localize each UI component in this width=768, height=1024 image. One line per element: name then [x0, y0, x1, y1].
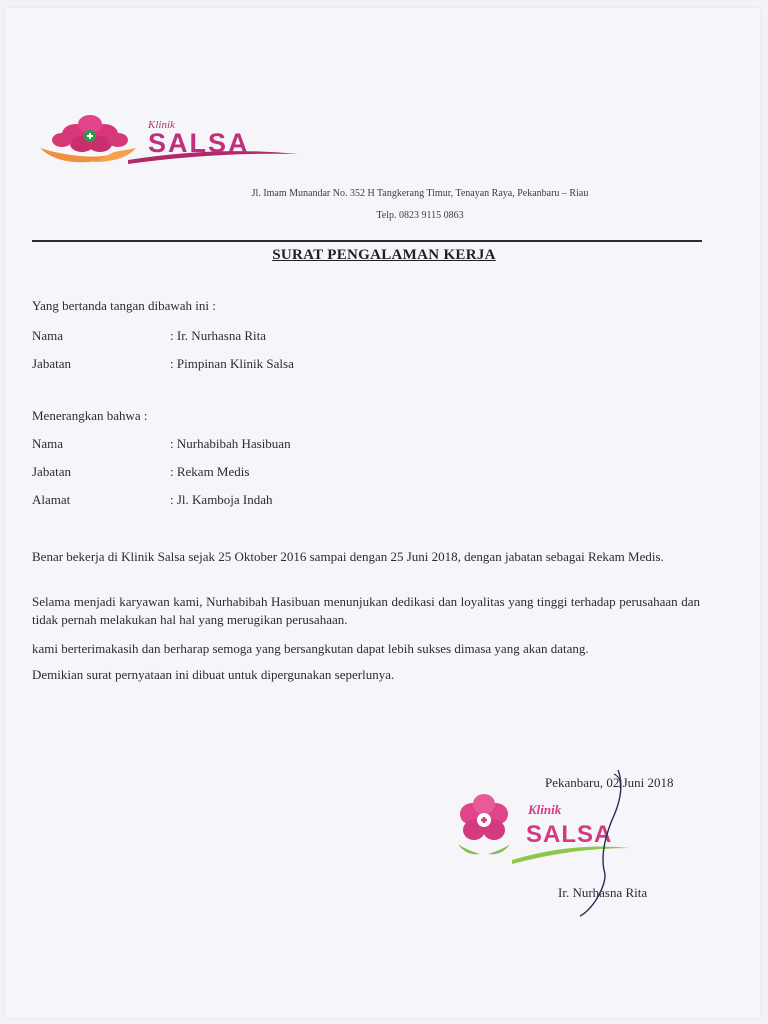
- subject-intro: Menerangkan bahwa :: [32, 408, 148, 423]
- header-divider: [32, 240, 702, 242]
- signatory-intro: Yang bertanda tangan dibawah ini :: [32, 298, 216, 313]
- field-value: : Rekam Medis: [170, 464, 250, 479]
- letterhead-phone: Telp. 0823 9115 0863: [376, 210, 464, 221]
- letter-title: SURAT PENGALAMAN KERJA: [272, 247, 496, 263]
- logo-text: SALSA: [148, 128, 250, 158]
- body-paragraph: Selama menjadi karyawan kami, Nurhabibah Hasibuan menunjukan dedikasi dan loyalitas yang tinggi terhadap perusahaan dan tidak pernah melakukan hal hal yang merugikan perusahaan.: [32, 594, 700, 627]
- field-label: Jabatan: [32, 464, 71, 479]
- field-label: Alamat: [32, 492, 71, 507]
- letterhead-address: Jl. Imam Munandar No. 352 H Tangkerang Timur, Tenayan Raya, Pekanbaru – Riau: [251, 188, 589, 199]
- field-value: : Pimpinan Klinik Salsa: [170, 356, 294, 371]
- field-label: Jabatan: [32, 356, 71, 371]
- field-value: : Jl. Kamboja Indah: [170, 492, 273, 507]
- body-paragraph: Demikian surat pernyataan ini dibuat untuk dipergunakan seperlunya.: [32, 667, 395, 682]
- letterhead-logo: [36, 112, 306, 174]
- field-value: : Ir. Nurhasna Rita: [170, 328, 267, 343]
- logo-small-text: Klinik: [148, 119, 175, 131]
- body-paragraph: Benar bekerja di Klinik Salsa sejak 25 Oktober 2016 sampai dengan 25 Juni 2018, dengan jabatan sebagai Rekam Medis.: [32, 549, 664, 564]
- field-label: Nama: [32, 328, 64, 343]
- flower-hands-logo-icon: [36, 112, 306, 174]
- stamp-small-text: Klinik: [528, 802, 562, 817]
- field-value: : Nurhabibah Hasibuan: [170, 436, 291, 451]
- signer-name: Ir. Nurhasna Rita: [558, 885, 648, 900]
- letter-date: Pekanbaru, 02 Juni 2018: [545, 775, 674, 790]
- stamp-text: SALSA: [526, 821, 613, 848]
- field-label: Nama: [32, 436, 64, 451]
- body-paragraph: kami berterimakasih dan berharap semoga yang bersangkutan dapat lebih sukses dimasa yang akan datang.: [32, 641, 589, 656]
